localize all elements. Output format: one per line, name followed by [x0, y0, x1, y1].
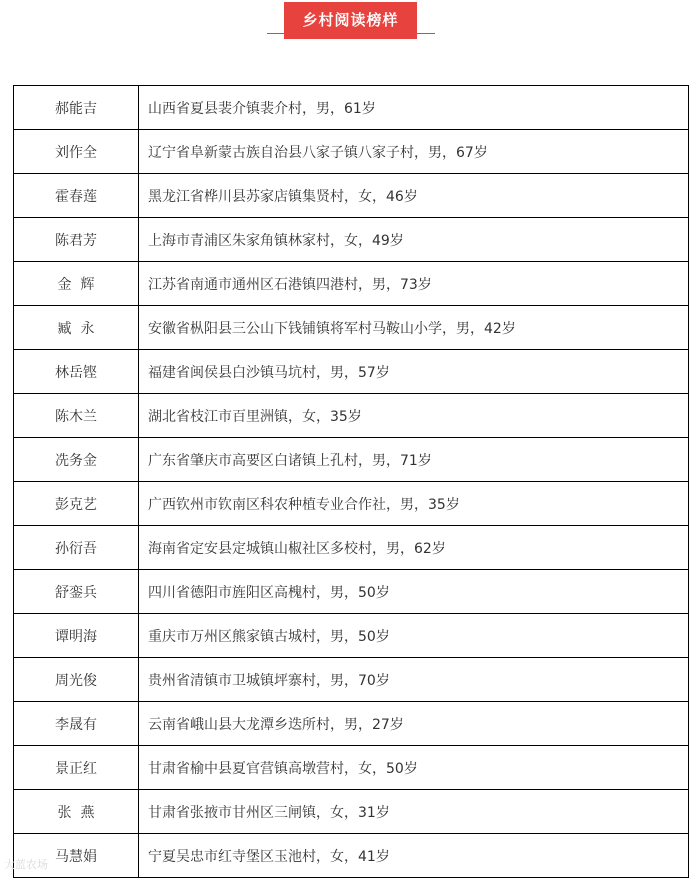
person-info-cell: 广西钦州市钦南区科农种植专业合作社，男，35岁: [139, 482, 689, 526]
person-name-cell: 陈木兰: [14, 394, 139, 438]
person-info-cell: 甘肃省榆中县夏官营镇高墩营村，女，50岁: [139, 746, 689, 790]
person-name-cell: 彭克艺: [14, 482, 139, 526]
table-row: [14, 834, 689, 878]
table-row: [14, 482, 689, 526]
table-row: [14, 746, 689, 790]
person-name-cell: 冼务金: [14, 438, 139, 482]
table-row: [14, 526, 689, 570]
person-info-cell: 海南省定安县定城镇山椒社区多校村，男，62岁: [139, 526, 689, 570]
person-info-cell: 贵州省清镇市卫城镇坪寨村，男，70岁: [139, 658, 689, 702]
table-row: [14, 262, 689, 306]
person-name-cell: 马慧娟: [14, 834, 139, 878]
person-info-cell: 重庆市万州区熊家镇古城村，男，50岁: [139, 614, 689, 658]
person-info-cell: 广东省肇庆市高要区白诸镇上孔村，男，71岁: [139, 438, 689, 482]
table-row: [14, 790, 689, 834]
table-row: [14, 614, 689, 658]
person-info-cell: 山西省夏县裴介镇裴介村，男，61岁: [139, 86, 689, 130]
person-name-cell: 张 燕: [14, 790, 139, 834]
person-name-cell: 谭明海: [14, 614, 139, 658]
person-name-cell: 陈君芳: [14, 218, 139, 262]
person-name-cell: 景正红: [14, 746, 139, 790]
person-info-cell: 辽宁省阜新蒙古族自治县八家子镇八家子村，男，67岁: [139, 130, 689, 174]
person-info-cell: 江苏省南通市通州区石港镇四港村，男，73岁: [139, 262, 689, 306]
section-title: 乡村阅读榜样: [284, 2, 417, 39]
person-name-cell: 孙衍吾: [14, 526, 139, 570]
section-header: [0, 0, 697, 52]
person-info-cell: 四川省德阳市旌阳区高槐村，男，50岁: [139, 570, 689, 614]
role-model-table: [13, 85, 689, 878]
table-row: [14, 658, 689, 702]
person-info-cell: 甘肃省张掖市甘州区三闸镇，女，31岁: [139, 790, 689, 834]
person-name-cell: 舒銮兵: [14, 570, 139, 614]
person-name-cell: 霍春莲: [14, 174, 139, 218]
table-row: [14, 350, 689, 394]
person-info-cell: 湖北省枝江市百里洲镇，女，35岁: [139, 394, 689, 438]
person-name-cell: 周光俊: [14, 658, 139, 702]
table-row: [14, 702, 689, 746]
table-row: [14, 306, 689, 350]
table-row: [14, 394, 689, 438]
table-row: [14, 174, 689, 218]
person-name-cell: 金 辉: [14, 262, 139, 306]
person-info-cell: 上海市青浦区朱家角镇林家村，女，49岁: [139, 218, 689, 262]
table-body: [14, 86, 689, 878]
person-name-cell: 李晟有: [14, 702, 139, 746]
person-name-cell: 林岳铿: [14, 350, 139, 394]
person-info-cell: 福建省闽侯县白沙镇马坑村，男，57岁: [139, 350, 689, 394]
person-info-cell: 云南省峨山县大龙潭乡迭所村，男，27岁: [139, 702, 689, 746]
table-row: [14, 218, 689, 262]
table-row: [14, 86, 689, 130]
table-row: [14, 570, 689, 614]
person-info-cell: 宁夏吴忠市红寺堡区玉池村，女，41岁: [139, 834, 689, 878]
person-info-cell: 黑龙江省桦川县苏家店镇集贤村，女，46岁: [139, 174, 689, 218]
person-name-cell: 刘作全: [14, 130, 139, 174]
person-name-cell: 臧 永: [14, 306, 139, 350]
watermark: 大蓝农场: [4, 858, 48, 871]
role-model-table-container: [13, 85, 689, 878]
table-row: [14, 438, 689, 482]
person-name-cell: 郝能吉: [14, 86, 139, 130]
person-info-cell: 安徽省枞阳县三公山下钱铺镇将军村马鞍山小学，男，42岁: [139, 306, 689, 350]
table-row: [14, 130, 689, 174]
